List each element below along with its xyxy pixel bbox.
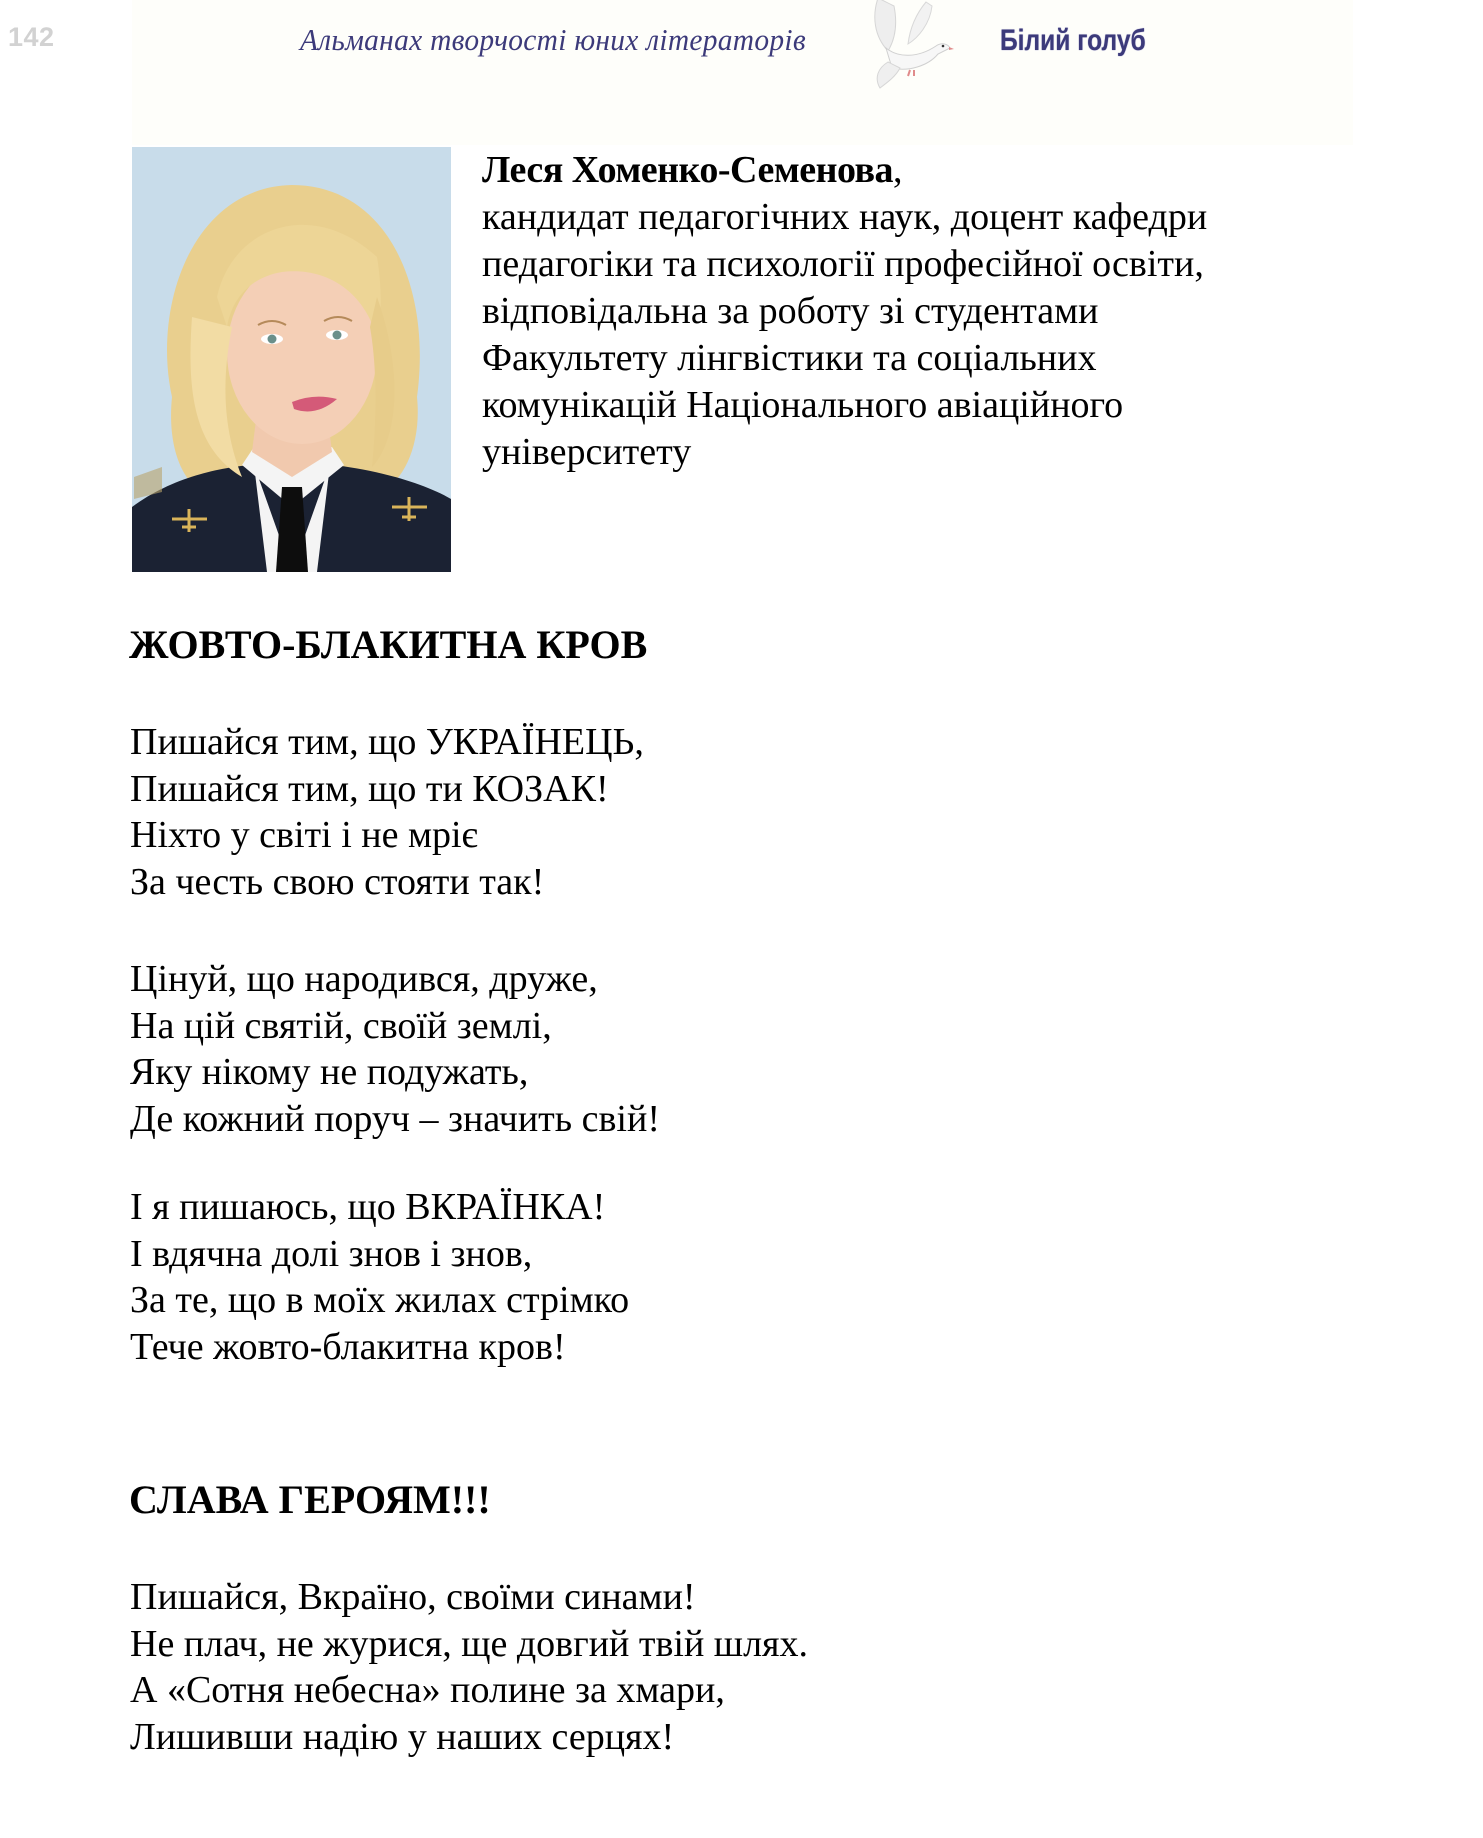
bio-line: комунікацій Національного авіаційного bbox=[482, 384, 1124, 426]
verse-line: Не плач, не журися, ще довгий твій шлях. bbox=[130, 1622, 809, 1665]
verse-line: Пишайся тим, що ти КОЗАК! bbox=[130, 767, 609, 810]
almanac-title: Альманах творчості юних літераторів bbox=[300, 22, 806, 57]
poem-stanza bbox=[130, 1184, 629, 1371]
verse-line: І я пишаюсь, що ВКРАЇНКА! bbox=[130, 1186, 606, 1228]
author-name-suffix: , bbox=[893, 149, 903, 191]
bio-line: кандидат педагогічних наук, доцент кафедри bbox=[482, 196, 1208, 238]
poem-title: ЖОВТО-БЛАКИТНА КРОВ bbox=[129, 622, 648, 667]
verse-line: Тече жовто-блакитна кров! bbox=[130, 1326, 566, 1369]
verse-line: Пишайся, Вкраїно, своїми синами! bbox=[130, 1576, 696, 1618]
bio-line: університету bbox=[482, 431, 692, 473]
verse-line: За честь свою стояти так! bbox=[130, 861, 545, 904]
author-name: Леся Хоменко-Семенова bbox=[482, 149, 894, 191]
verse-line: Яку нікому не подужать, bbox=[130, 1051, 529, 1094]
dove-icon bbox=[858, 0, 968, 91]
verse-line: Цінуй, що народився, друже, bbox=[130, 958, 598, 1000]
verse-line: І вдячна долі знов і знов, bbox=[130, 1232, 533, 1275]
poem-stanza bbox=[130, 956, 660, 1143]
journal-title: Білий голуб bbox=[1000, 24, 1146, 57]
verse-line: За те, що в моїх жилах стрімко bbox=[130, 1279, 630, 1322]
verse-line: Лишивши надію у наших серцях! bbox=[130, 1716, 675, 1759]
author-bio bbox=[482, 147, 1322, 476]
verse-line: Де кожний поруч – значить свій! bbox=[130, 1098, 660, 1141]
poem-stanza bbox=[130, 719, 644, 906]
verse-line: Ніхто у світі і не мріє bbox=[130, 814, 478, 857]
verse-line: А «Сотня небесна» полине за хмари, bbox=[130, 1669, 725, 1712]
verse-line: На цій святій, своїй землі, bbox=[130, 1004, 552, 1047]
page-number: 142 bbox=[8, 22, 55, 52]
poem-stanza bbox=[130, 1574, 808, 1761]
author-name-line bbox=[482, 147, 1322, 194]
verse-line: Пишайся тим, що УКРАЇНЕЦЬ, bbox=[130, 721, 644, 763]
bio-line: педагогіки та психології професійної освіти, bbox=[482, 243, 1204, 285]
bio-line: відповідальна за роботу зі студентами bbox=[482, 290, 1099, 332]
poem-title: СЛАВА ГЕРОЯМ!!! bbox=[129, 1477, 491, 1522]
bio-line: Факультету лінгвістики та соціальних bbox=[482, 337, 1097, 379]
author-photo bbox=[132, 147, 451, 572]
